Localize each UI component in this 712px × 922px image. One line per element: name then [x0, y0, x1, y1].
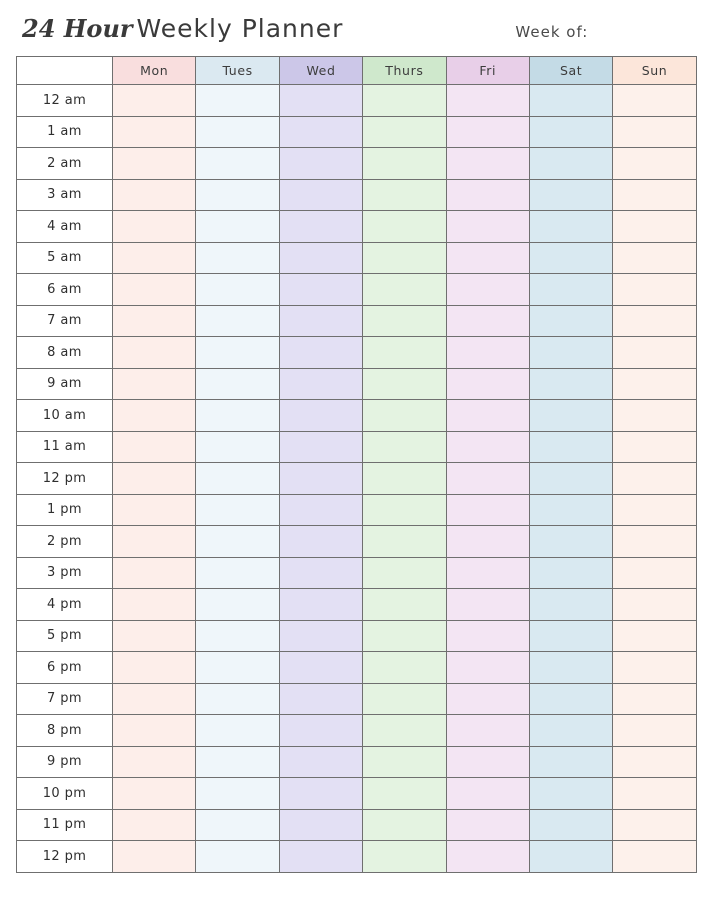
header-row: [17, 57, 697, 85]
slot-cell-wed-11pm[interactable]: [279, 809, 362, 841]
day-header-sun: Sun: [613, 57, 696, 85]
slot-cell-tues-9am[interactable]: [196, 368, 279, 400]
slot-cell-mon-12am[interactable]: [113, 85, 196, 117]
slot-cell-wed-4pm[interactable]: [279, 589, 362, 621]
slot-cell-fri-3pm[interactable]: [446, 557, 529, 589]
time-label: 12 am: [17, 85, 113, 117]
slot-cell-tues-10pm[interactable]: [196, 778, 279, 810]
table-row: [17, 116, 697, 148]
time-label: 9 pm: [17, 746, 113, 778]
day-header-mon: Mon: [113, 57, 196, 85]
slot-cell-wed-8am[interactable]: [279, 337, 362, 369]
slot-cell-sun-1am[interactable]: [613, 116, 696, 148]
slot-cell-thurs-4am[interactable]: [363, 211, 446, 243]
slot-cell-sun-12am[interactable]: [613, 85, 696, 117]
page-title-script: 24 Hour: [22, 14, 133, 43]
table-row: [17, 809, 697, 841]
slot-cell-thurs-9pm[interactable]: [363, 746, 446, 778]
slot-cell-tues-7am[interactable]: [196, 305, 279, 337]
slot-cell-thurs-11pm[interactable]: [363, 809, 446, 841]
time-label: 4 am: [17, 211, 113, 243]
slot-cell-sat-12pm[interactable]: [529, 463, 612, 495]
slot-cell-sat-4pm[interactable]: [529, 589, 612, 621]
day-header-tues: Tues: [196, 57, 279, 85]
slot-cell-wed-1pm[interactable]: [279, 494, 362, 526]
slot-cell-sat-3pm[interactable]: [529, 557, 612, 589]
slot-cell-sat-3am[interactable]: [529, 179, 612, 211]
slot-cell-thurs-1am[interactable]: [363, 116, 446, 148]
slot-cell-fri-11am[interactable]: [446, 431, 529, 463]
table-head: [17, 57, 697, 85]
time-label: 9 am: [17, 368, 113, 400]
slot-cell-thurs-5pm[interactable]: [363, 620, 446, 652]
slot-cell-mon-5pm[interactable]: [113, 620, 196, 652]
table-row: [17, 305, 697, 337]
slot-cell-mon-11pm[interactable]: [113, 809, 196, 841]
slot-cell-sun-4am[interactable]: [613, 211, 696, 243]
slot-cell-wed-2pm[interactable]: [279, 526, 362, 558]
slot-cell-sun-2pm[interactable]: [613, 526, 696, 558]
slot-cell-mon-11am[interactable]: [113, 431, 196, 463]
time-label: 6 am: [17, 274, 113, 306]
slot-cell-sun-8am[interactable]: [613, 337, 696, 369]
slot-cell-sat-8am[interactable]: [529, 337, 612, 369]
day-header-thurs: Thurs: [363, 57, 446, 85]
slot-cell-sun-11am[interactable]: [613, 431, 696, 463]
time-label: 4 pm: [17, 589, 113, 621]
slot-cell-wed-10am[interactable]: [279, 400, 362, 432]
time-label: 5 am: [17, 242, 113, 274]
weekly-planner-table: [16, 56, 697, 873]
slot-cell-tues-10am[interactable]: [196, 400, 279, 432]
slot-cell-sun-3am[interactable]: [613, 179, 696, 211]
page-title: [22, 14, 343, 44]
slot-cell-fri-10pm[interactable]: [446, 778, 529, 810]
slot-cell-sun-7pm[interactable]: [613, 683, 696, 715]
slot-cell-mon-4am[interactable]: [113, 211, 196, 243]
slot-cell-sun-5am[interactable]: [613, 242, 696, 274]
slot-cell-tues-2pm[interactable]: [196, 526, 279, 558]
table-row: [17, 778, 697, 810]
slot-cell-thurs-2am[interactable]: [363, 148, 446, 180]
table-row: [17, 431, 697, 463]
slot-cell-sun-4pm[interactable]: [613, 589, 696, 621]
time-label: 11 pm: [17, 809, 113, 841]
table-row: [17, 400, 697, 432]
slot-cell-mon-7pm[interactable]: [113, 683, 196, 715]
table-row: [17, 557, 697, 589]
slot-cell-sat-12am[interactable]: [529, 85, 612, 117]
slot-cell-wed-10pm[interactable]: [279, 778, 362, 810]
slot-cell-mon-1am[interactable]: [113, 116, 196, 148]
slot-cell-thurs-8am[interactable]: [363, 337, 446, 369]
slot-cell-tues-11pm[interactable]: [196, 809, 279, 841]
table-row: [17, 179, 697, 211]
slot-cell-wed-7am[interactable]: [279, 305, 362, 337]
slot-cell-fri-9pm[interactable]: [446, 746, 529, 778]
slot-cell-fri-6pm[interactable]: [446, 652, 529, 684]
table-row: [17, 463, 697, 495]
time-label: 8 am: [17, 337, 113, 369]
slot-cell-mon-5am[interactable]: [113, 242, 196, 274]
table-row: [17, 652, 697, 684]
page-header: [16, 14, 696, 52]
slot-cell-thurs-12pm[interactable]: [363, 841, 446, 873]
slot-cell-sat-9pm[interactable]: [529, 746, 612, 778]
slot-cell-sat-8pm[interactable]: [529, 715, 612, 747]
slot-cell-fri-4pm[interactable]: [446, 589, 529, 621]
slot-cell-fri-7pm[interactable]: [446, 683, 529, 715]
slot-cell-tues-1am[interactable]: [196, 116, 279, 148]
slot-cell-mon-12pm[interactable]: [113, 463, 196, 495]
slot-cell-fri-6am[interactable]: [446, 274, 529, 306]
slot-cell-wed-3am[interactable]: [279, 179, 362, 211]
slot-cell-wed-8pm[interactable]: [279, 715, 362, 747]
slot-cell-wed-2am[interactable]: [279, 148, 362, 180]
table-row: [17, 368, 697, 400]
table-row: [17, 589, 697, 621]
slot-cell-thurs-10am[interactable]: [363, 400, 446, 432]
slot-cell-thurs-9am[interactable]: [363, 368, 446, 400]
day-header-fri: Fri: [446, 57, 529, 85]
slot-cell-tues-4am[interactable]: [196, 211, 279, 243]
slot-cell-thurs-8pm[interactable]: [363, 715, 446, 747]
slot-cell-thurs-7am[interactable]: [363, 305, 446, 337]
slot-cell-fri-1am[interactable]: [446, 116, 529, 148]
slot-cell-thurs-6pm[interactable]: [363, 652, 446, 684]
slot-cell-tues-5pm[interactable]: [196, 620, 279, 652]
slot-cell-fri-12am[interactable]: [446, 85, 529, 117]
table-row: [17, 242, 697, 274]
slot-cell-sun-6pm[interactable]: [613, 652, 696, 684]
slot-cell-fri-9am[interactable]: [446, 368, 529, 400]
slot-cell-fri-2pm[interactable]: [446, 526, 529, 558]
slot-cell-wed-3pm[interactable]: [279, 557, 362, 589]
slot-cell-mon-6am[interactable]: [113, 274, 196, 306]
slot-cell-fri-5pm[interactable]: [446, 620, 529, 652]
table-row: [17, 746, 697, 778]
slot-cell-thurs-2pm[interactable]: [363, 526, 446, 558]
slot-cell-sat-9am[interactable]: [529, 368, 612, 400]
slot-cell-mon-6pm[interactable]: [113, 652, 196, 684]
time-label: 6 pm: [17, 652, 113, 684]
slot-cell-thurs-11am[interactable]: [363, 431, 446, 463]
slot-cell-mon-12pm[interactable]: [113, 841, 196, 873]
slot-cell-sun-10am[interactable]: [613, 400, 696, 432]
slot-cell-fri-2am[interactable]: [446, 148, 529, 180]
slot-cell-sat-11am[interactable]: [529, 431, 612, 463]
slot-cell-mon-8pm[interactable]: [113, 715, 196, 747]
time-label: 3 am: [17, 179, 113, 211]
slot-cell-sat-7pm[interactable]: [529, 683, 612, 715]
time-label: 8 pm: [17, 715, 113, 747]
slot-cell-fri-8pm[interactable]: [446, 715, 529, 747]
day-header-sat: Sat: [529, 57, 612, 85]
slot-cell-tues-2am[interactable]: [196, 148, 279, 180]
table-row: [17, 526, 697, 558]
slot-cell-sat-10am[interactable]: [529, 400, 612, 432]
slot-cell-tues-4pm[interactable]: [196, 589, 279, 621]
slot-cell-tues-12am[interactable]: [196, 85, 279, 117]
slot-cell-fri-12pm[interactable]: [446, 841, 529, 873]
slot-cell-sun-10pm[interactable]: [613, 778, 696, 810]
slot-cell-wed-6am[interactable]: [279, 274, 362, 306]
slot-cell-thurs-6am[interactable]: [363, 274, 446, 306]
slot-cell-thurs-1pm[interactable]: [363, 494, 446, 526]
week-of-label: Week of:: [515, 23, 589, 41]
slot-cell-mon-7am[interactable]: [113, 305, 196, 337]
slot-cell-mon-4pm[interactable]: [113, 589, 196, 621]
slot-cell-wed-4am[interactable]: [279, 211, 362, 243]
slot-cell-sun-12pm[interactable]: [613, 841, 696, 873]
slot-cell-tues-12pm[interactable]: [196, 841, 279, 873]
slot-cell-sun-1pm[interactable]: [613, 494, 696, 526]
slot-cell-sat-2pm[interactable]: [529, 526, 612, 558]
slot-cell-mon-3pm[interactable]: [113, 557, 196, 589]
slot-cell-sun-9am[interactable]: [613, 368, 696, 400]
time-label: 12 pm: [17, 841, 113, 873]
slot-cell-tues-3pm[interactable]: [196, 557, 279, 589]
table-row: [17, 274, 697, 306]
slot-cell-tues-5am[interactable]: [196, 242, 279, 274]
slot-cell-fri-7am[interactable]: [446, 305, 529, 337]
slot-cell-tues-7pm[interactable]: [196, 683, 279, 715]
slot-cell-sat-11pm[interactable]: [529, 809, 612, 841]
table-row: [17, 211, 697, 243]
slot-cell-fri-8am[interactable]: [446, 337, 529, 369]
time-label: 7 pm: [17, 683, 113, 715]
slot-cell-sat-12pm[interactable]: [529, 841, 612, 873]
slot-cell-sun-2am[interactable]: [613, 148, 696, 180]
time-label: 7 am: [17, 305, 113, 337]
table-body: [17, 85, 697, 873]
slot-cell-wed-1am[interactable]: [279, 116, 362, 148]
slot-cell-wed-5am[interactable]: [279, 242, 362, 274]
slot-cell-tues-6pm[interactable]: [196, 652, 279, 684]
slot-cell-mon-8am[interactable]: [113, 337, 196, 369]
slot-cell-sat-1pm[interactable]: [529, 494, 612, 526]
slot-cell-sun-9pm[interactable]: [613, 746, 696, 778]
slot-cell-tues-6am[interactable]: [196, 274, 279, 306]
slot-cell-sat-6am[interactable]: [529, 274, 612, 306]
slot-cell-sat-10pm[interactable]: [529, 778, 612, 810]
slot-cell-mon-9pm[interactable]: [113, 746, 196, 778]
slot-cell-tues-9pm[interactable]: [196, 746, 279, 778]
slot-cell-tues-8pm[interactable]: [196, 715, 279, 747]
time-label: 1 am: [17, 116, 113, 148]
time-label: 11 am: [17, 431, 113, 463]
table-row: [17, 715, 697, 747]
slot-cell-sun-12pm[interactable]: [613, 463, 696, 495]
table-row: [17, 337, 697, 369]
slot-cell-thurs-5am[interactable]: [363, 242, 446, 274]
slot-cell-thurs-12pm[interactable]: [363, 463, 446, 495]
slot-cell-mon-10pm[interactable]: [113, 778, 196, 810]
time-label: 10 pm: [17, 778, 113, 810]
table-row: [17, 683, 697, 715]
slot-cell-sun-5pm[interactable]: [613, 620, 696, 652]
slot-cell-fri-5am[interactable]: [446, 242, 529, 274]
slot-cell-sat-7am[interactable]: [529, 305, 612, 337]
time-label: 2 am: [17, 148, 113, 180]
slot-cell-sun-6am[interactable]: [613, 274, 696, 306]
slot-cell-fri-11pm[interactable]: [446, 809, 529, 841]
slot-cell-mon-3am[interactable]: [113, 179, 196, 211]
slot-cell-tues-12pm[interactable]: [196, 463, 279, 495]
slot-cell-fri-10am[interactable]: [446, 400, 529, 432]
table-row: [17, 841, 697, 873]
slot-cell-wed-12am[interactable]: [279, 85, 362, 117]
slot-cell-thurs-12am[interactable]: [363, 85, 446, 117]
slot-cell-sat-1am[interactable]: [529, 116, 612, 148]
slot-cell-fri-4am[interactable]: [446, 211, 529, 243]
slot-cell-wed-5pm[interactable]: [279, 620, 362, 652]
slot-cell-thurs-7pm[interactable]: [363, 683, 446, 715]
slot-cell-wed-7pm[interactable]: [279, 683, 362, 715]
slot-cell-sat-2am[interactable]: [529, 148, 612, 180]
slot-cell-sat-5am[interactable]: [529, 242, 612, 274]
slot-cell-mon-1pm[interactable]: [113, 494, 196, 526]
time-label: 12 pm: [17, 463, 113, 495]
table-row: [17, 148, 697, 180]
page-title-plain: Weekly Planner: [136, 14, 344, 43]
slot-cell-tues-8am[interactable]: [196, 337, 279, 369]
slot-cell-sun-3pm[interactable]: [613, 557, 696, 589]
slot-cell-sat-6pm[interactable]: [529, 652, 612, 684]
time-label: 10 am: [17, 400, 113, 432]
slot-cell-thurs-10pm[interactable]: [363, 778, 446, 810]
slot-cell-sun-8pm[interactable]: [613, 715, 696, 747]
slot-cell-sun-11pm[interactable]: [613, 809, 696, 841]
table-row: [17, 620, 697, 652]
slot-cell-sat-4am[interactable]: [529, 211, 612, 243]
slot-cell-thurs-4pm[interactable]: [363, 589, 446, 621]
slot-cell-tues-11am[interactable]: [196, 431, 279, 463]
time-column-header: [17, 57, 113, 85]
table-row: [17, 85, 697, 117]
slot-cell-mon-2am[interactable]: [113, 148, 196, 180]
slot-cell-tues-3am[interactable]: [196, 179, 279, 211]
slot-cell-sat-5pm[interactable]: [529, 620, 612, 652]
slot-cell-wed-12pm[interactable]: [279, 841, 362, 873]
slot-cell-fri-3am[interactable]: [446, 179, 529, 211]
slot-cell-mon-10am[interactable]: [113, 400, 196, 432]
slot-cell-sun-7am[interactable]: [613, 305, 696, 337]
day-header-wed: Wed: [279, 57, 362, 85]
slot-cell-mon-9am[interactable]: [113, 368, 196, 400]
slot-cell-wed-9am[interactable]: [279, 368, 362, 400]
time-label: 2 pm: [17, 526, 113, 558]
time-label: 3 pm: [17, 557, 113, 589]
slot-cell-mon-2pm[interactable]: [113, 526, 196, 558]
table-row: [17, 494, 697, 526]
slot-cell-wed-9pm[interactable]: [279, 746, 362, 778]
slot-cell-thurs-3am[interactable]: [363, 179, 446, 211]
time-label: 1 pm: [17, 494, 113, 526]
slot-cell-wed-12pm[interactable]: [279, 463, 362, 495]
slot-cell-fri-12pm[interactable]: [446, 463, 529, 495]
time-label: 5 pm: [17, 620, 113, 652]
slot-cell-tues-1pm[interactable]: [196, 494, 279, 526]
slot-cell-wed-6pm[interactable]: [279, 652, 362, 684]
slot-cell-fri-1pm[interactable]: [446, 494, 529, 526]
slot-cell-thurs-3pm[interactable]: [363, 557, 446, 589]
slot-cell-wed-11am[interactable]: [279, 431, 362, 463]
